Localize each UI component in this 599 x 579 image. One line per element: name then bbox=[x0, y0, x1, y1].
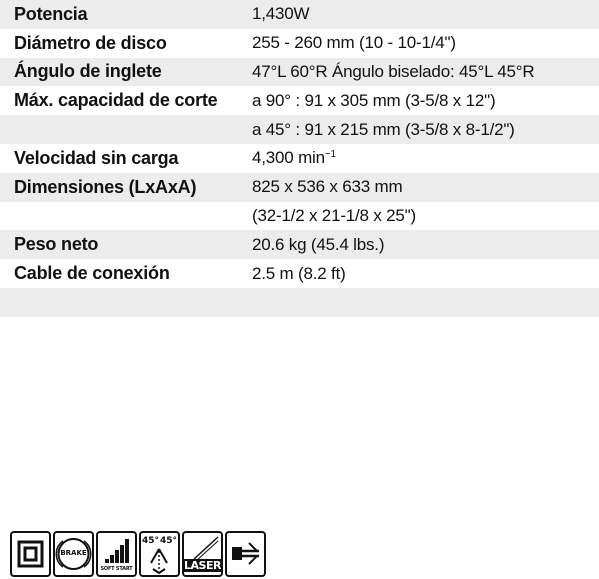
slide-icon bbox=[225, 531, 266, 577]
spec-value-text: 4,300 min bbox=[252, 148, 325, 168]
spec-label: Ángulo de inglete bbox=[14, 61, 162, 82]
brake-label: BRAKE bbox=[60, 549, 87, 557]
spec-row-peso bbox=[0, 230, 599, 259]
spec-value: 255 - 260 mm (10 - 10-1/4") bbox=[252, 33, 456, 53]
spec-value: 20.6 kg (45.4 lbs.) bbox=[252, 234, 385, 254]
feature-icons bbox=[10, 531, 266, 577]
spec-row-diametro bbox=[0, 29, 599, 58]
double-insulation-icon bbox=[10, 531, 51, 577]
bevel-45-icon bbox=[139, 531, 180, 577]
spec-row-cable bbox=[0, 259, 599, 288]
brake-icon bbox=[53, 531, 94, 577]
spec-row-empty bbox=[0, 288, 599, 317]
spec-label: Velocidad sin carga bbox=[14, 147, 179, 168]
spec-row-potencia bbox=[0, 0, 599, 29]
bevel-left-label: 45° bbox=[142, 536, 160, 546]
spec-label: Cable de conexión bbox=[14, 263, 170, 284]
soft-start-label: SOFT START bbox=[100, 566, 133, 572]
spec-row-dimensiones-in bbox=[0, 202, 599, 231]
spec-row-capacidad-45 bbox=[0, 115, 599, 144]
spec-value: a 45° : 91 x 215 mm (3-5/8 x 8-1/2") bbox=[252, 119, 515, 139]
spec-label: Peso neto bbox=[14, 234, 99, 255]
spec-value: a 90° : 91 x 305 mm (3-5/8 x 12") bbox=[252, 90, 496, 110]
spec-row-angulo bbox=[0, 58, 599, 87]
bevel-right-label: 45° bbox=[159, 536, 177, 546]
spec-value: (32-1/2 x 21-1/8 x 25") bbox=[252, 205, 416, 225]
spec-label: Dimensiones (LxAxA) bbox=[14, 176, 197, 197]
laser-icon bbox=[182, 531, 223, 577]
laser-label: LASER bbox=[184, 559, 221, 572]
spec-row-capacidad-90 bbox=[0, 86, 599, 115]
spec-label: Potencia bbox=[14, 3, 88, 24]
spec-value: 2.5 m (8.2 ft) bbox=[252, 263, 346, 283]
spec-value-exponent: −1 bbox=[324, 149, 336, 161]
spec-label: Diámetro de disco bbox=[14, 32, 167, 53]
spec-value: 47°L 60°R Ángulo biselado: 45°L 45°R bbox=[252, 61, 535, 81]
spec-row-velocidad bbox=[0, 144, 599, 173]
spec-value: 825 x 536 x 633 mm bbox=[252, 177, 403, 197]
soft-start-icon bbox=[96, 531, 137, 577]
spec-value: 1,430W bbox=[252, 4, 310, 24]
spec-value bbox=[252, 148, 336, 168]
spec-row-dimensiones bbox=[0, 173, 599, 202]
spec-label: Máx. capacidad de corte bbox=[14, 90, 218, 111]
